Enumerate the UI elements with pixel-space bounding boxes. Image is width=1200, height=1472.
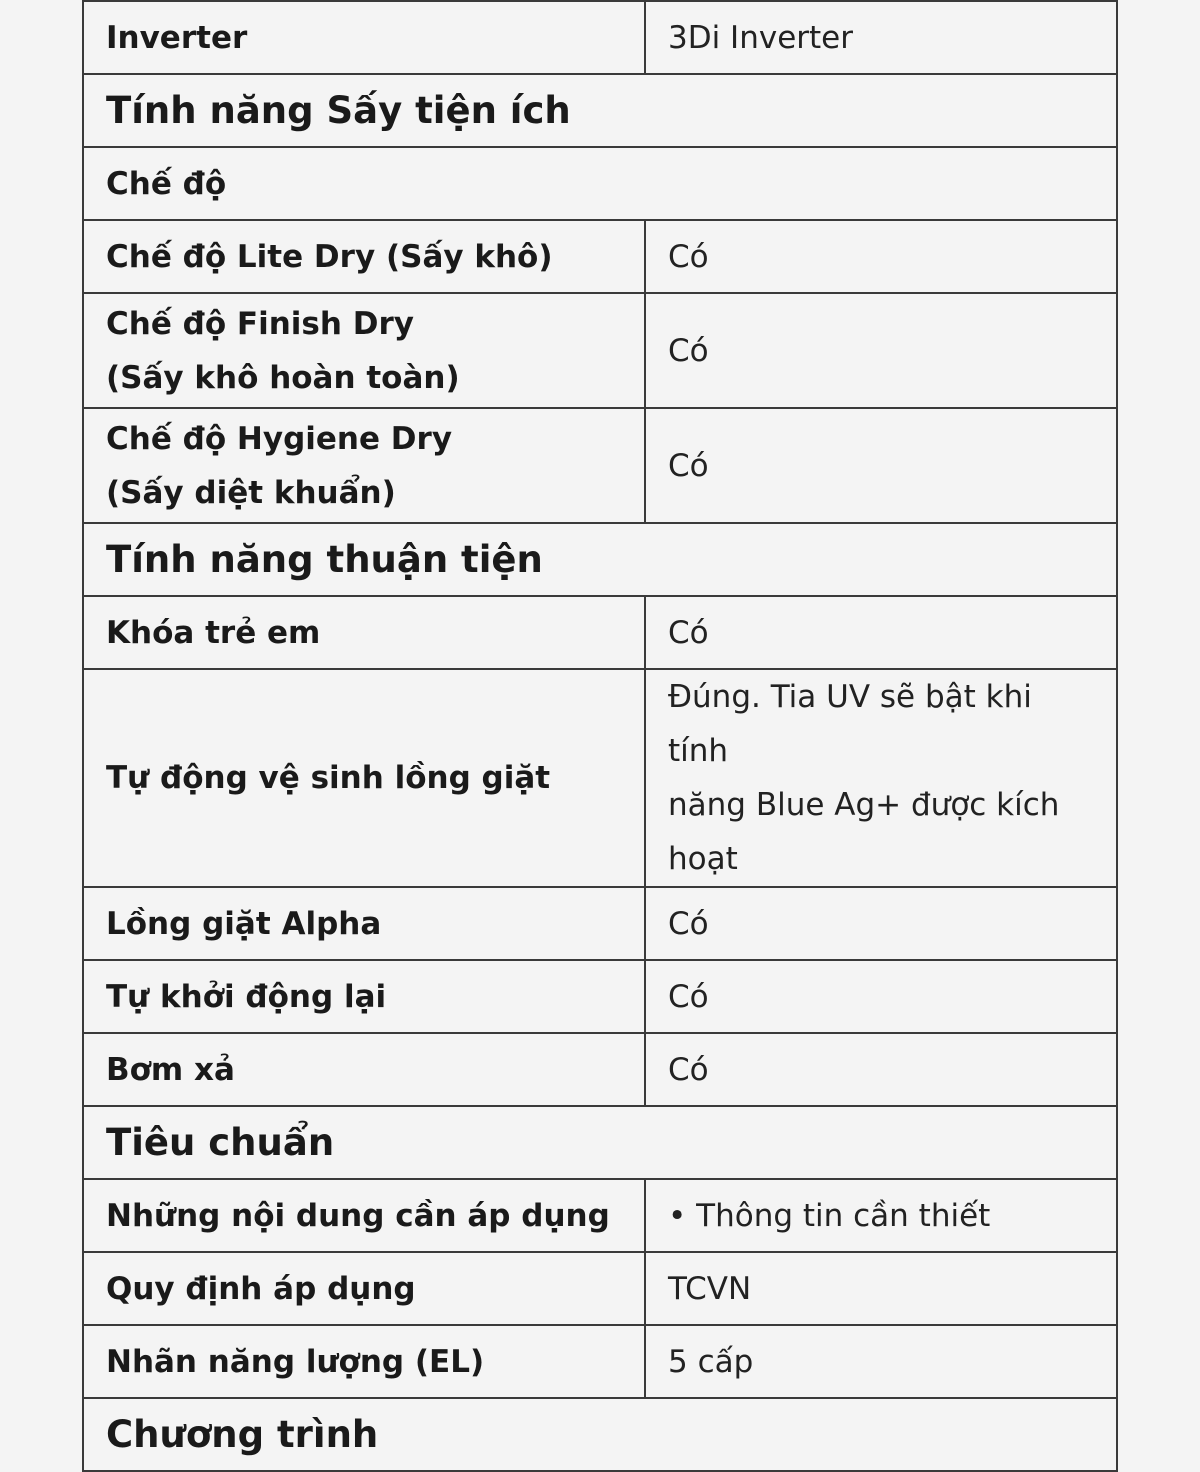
spec-label-line: (Sấy khô hoàn toàn): [106, 359, 460, 396]
spec-label: Quy định áp dụng: [83, 1252, 645, 1325]
spec-label: Lồng giặt Alpha: [83, 887, 645, 960]
section-title: Tính năng Sấy tiện ích: [83, 74, 1117, 147]
spec-row-alpha-tub: [83, 887, 1117, 960]
spec-label: Inverter: [83, 1, 645, 74]
spec-label: Những nội dung cần áp dụng: [83, 1179, 645, 1252]
spec-row-auto-restart: [83, 960, 1117, 1033]
spec-row-lite-dry: [83, 220, 1117, 293]
spec-label: Tự khởi động lại: [83, 960, 645, 1033]
spec-value-line: năng Blue Ag+ được kích hoạt: [668, 787, 1060, 877]
section-title: Chương trình: [83, 1398, 1117, 1471]
section-header-programs: [83, 1398, 1117, 1471]
spec-label: Bơm xả: [83, 1033, 645, 1106]
spec-value: Có: [645, 960, 1117, 1033]
section-header-standards: [83, 1106, 1117, 1179]
spec-label: Khóa trẻ em: [83, 596, 645, 669]
spec-row-tub-clean: [83, 669, 1117, 887]
section-header-convenience: [83, 523, 1117, 596]
spec-value: Có: [645, 220, 1117, 293]
spec-value: Có: [645, 408, 1117, 523]
spec-label: Nhãn năng lượng (EL): [83, 1325, 645, 1398]
spec-row-energy-label: [83, 1325, 1117, 1398]
spec-value: Có: [645, 293, 1117, 408]
section-title: Tính năng thuận tiện: [83, 523, 1117, 596]
spec-row-hygiene-dry: [83, 408, 1117, 523]
spec-label-line: Chế độ Finish Dry: [106, 305, 414, 342]
section-header-drying: [83, 74, 1117, 147]
spec-value: Có: [645, 596, 1117, 669]
spec-value: TCVN: [645, 1252, 1117, 1325]
spec-value: 5 cấp: [645, 1325, 1117, 1398]
spec-label: Chế độ Lite Dry (Sấy khô): [83, 220, 645, 293]
subsection-header-mode: [83, 147, 1117, 220]
subsection-title: Chế độ: [83, 147, 1117, 220]
spec-value-line: Đúng. Tia UV sẽ bật khi tính: [668, 679, 1032, 769]
spec-label-line: Chế độ Hygiene Dry: [106, 420, 453, 457]
spec-value: Có: [645, 887, 1117, 960]
spec-row-inverter: [83, 1, 1117, 74]
spec-label: Tự động vệ sinh lồng giặt: [83, 669, 645, 887]
spec-row-regulation: [83, 1252, 1117, 1325]
spec-label: [83, 408, 645, 523]
spec-value: [645, 669, 1117, 887]
spec-value: • Thông tin cần thiết: [645, 1179, 1117, 1252]
spec-value: 3Di Inverter: [645, 1, 1117, 74]
spec-row-child-lock: [83, 596, 1117, 669]
spec-row-finish-dry: [83, 293, 1117, 408]
spec-label: [83, 293, 645, 408]
section-title: Tiêu chuẩn: [83, 1106, 1117, 1179]
spec-row-applicable-content: [83, 1179, 1117, 1252]
spec-value: Có: [645, 1033, 1117, 1106]
spec-table: [82, 0, 1118, 1472]
spec-label-line: (Sấy diệt khuẩn): [106, 474, 396, 511]
spec-row-drain-pump: [83, 1033, 1117, 1106]
